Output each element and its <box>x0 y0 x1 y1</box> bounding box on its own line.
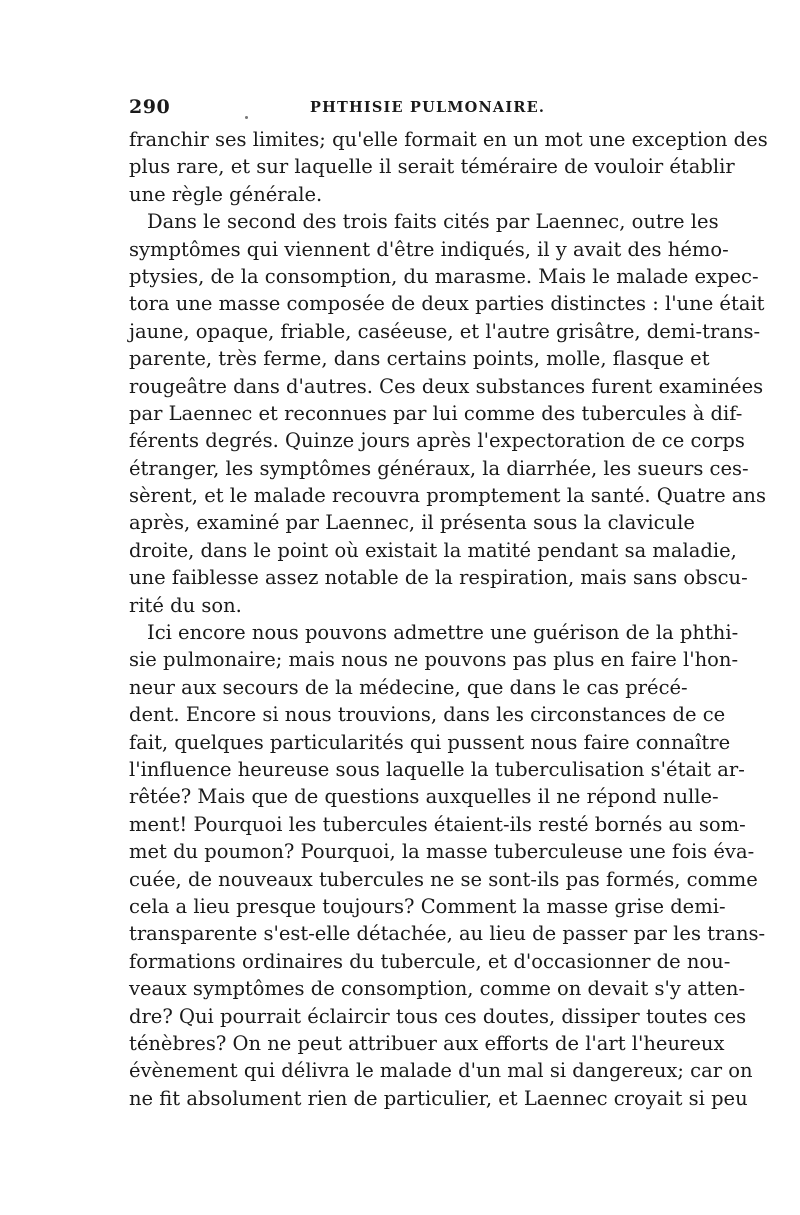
text-line: jaune, opaque, friable, caséeuse, et l'autre grisâtre, demi-trans- <box>129 319 761 343</box>
text-line: tora une masse composée de deux parties distinctes : l'une était <box>129 292 765 316</box>
text-line: dre? Qui pourrait éclaircir tous ces doutes, dissiper toutes ces <box>129 1004 747 1028</box>
page-header <box>129 96 670 120</box>
body-text <box>129 126 768 1112</box>
text-line: rêtée? Mais que de questions auxquelles il ne répond nulle- <box>129 785 719 809</box>
text-line: dent. Encore si nous trouvions, dans les circonstances de ce <box>129 703 726 727</box>
text-line: Ici encore nous pouvons admettre une guérison de la phthi- <box>147 621 739 645</box>
text-line: ne fit absolument rien de particulier, et Laennec croyait si peu <box>129 1086 748 1110</box>
ink-speck <box>245 116 248 119</box>
text-line: neur aux secours de la médecine, que dans le cas précé- <box>129 675 688 699</box>
text-line: parente, très ferme, dans certains points, molle, flasque et <box>129 347 710 371</box>
text-line: sèrent, et le malade recouvra promptement la santé. Quatre ans <box>129 484 766 508</box>
text-line: transparente s'est-elle détachée, au lieu de passer par les trans- <box>129 922 766 946</box>
text-line: cuée, de nouveaux tubercules ne se sont-ils pas formés, comme <box>129 867 758 891</box>
text-line: Dans le second des trois faits cités par Laennec, outre les <box>147 210 719 234</box>
text-line: sie pulmonaire; mais nous ne pouvons pas plus en faire l'hon- <box>129 648 739 672</box>
text-line: étranger, les symptômes généraux, la diarrhée, les sueurs ces- <box>129 456 749 480</box>
text-line: une règle générale. <box>129 182 323 206</box>
text-line: veaux symptômes de consomption, comme on devait s'y atten- <box>129 977 746 1001</box>
text-line: fait, quelques particularités qui pussent nous faire connaître <box>129 730 731 754</box>
running-title: PHTHISIE PULMONAIRE. <box>310 99 546 116</box>
text-line: ténèbres? On ne peut attribuer aux efforts de l'art l'heureux <box>129 1031 725 1055</box>
text-line: plus rare, et sur laquelle il serait téméraire de vouloir établir <box>129 155 735 179</box>
text-line: rité du son. <box>129 593 242 617</box>
text-line: férents degrés. Quinze jours après l'expectoration de ce corps <box>129 429 745 453</box>
text-line: ptysies, de la consomption, du marasme. Mais le malade expec- <box>129 264 759 288</box>
text-line: évènement qui délivra le malade d'un mal si dangereux; car on <box>129 1059 753 1083</box>
text-line: l'influence heureuse sous laquelle la tuberculisation s'était ar- <box>129 757 745 781</box>
text-line: rougeâtre dans d'autres. Ces deux substances furent examinées <box>129 374 764 398</box>
text-line: par Laennec et reconnues par lui comme des tubercules à dif- <box>129 401 743 425</box>
text-line: met du poumon? Pourquoi, la masse tuberculeuse une fois éva- <box>129 840 755 864</box>
text-line: après, examiné par Laennec, il présenta sous la clavicule <box>129 511 695 535</box>
page-number: 290 <box>129 96 171 118</box>
text-line: une faiblesse assez notable de la respiration, mais sans obscu- <box>129 566 748 590</box>
text-line: cela a lieu presque toujours? Comment la masse grise demi- <box>129 894 726 918</box>
text-line: formations ordinaires du tubercule, et d'occasionner de nou- <box>129 949 731 973</box>
text-line: droite, dans le point où existait la matité pendant sa maladie, <box>129 538 737 562</box>
text-line: ment! Pourquoi les tubercules étaient-ils resté bornés au som- <box>129 812 746 836</box>
text-line: symptômes qui viennent d'être indiqués, il y avait des hémo- <box>129 237 729 261</box>
text-line: franchir ses limites; qu'elle formait en un mot une exception des <box>129 128 768 151</box>
